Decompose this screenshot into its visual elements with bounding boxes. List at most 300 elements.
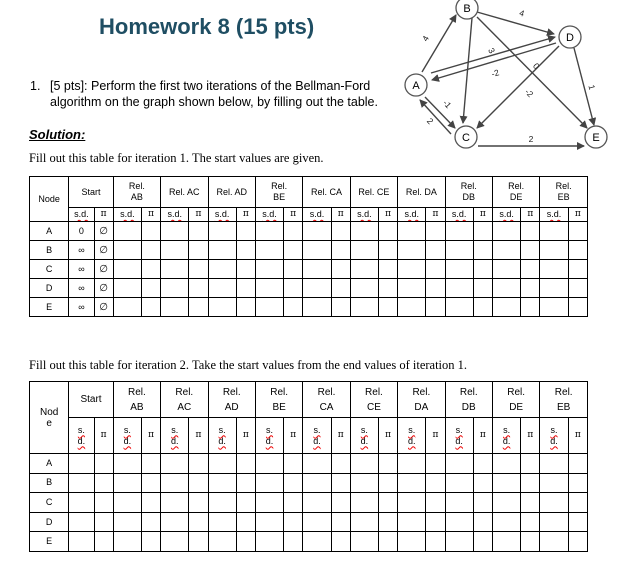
question-line-1: [5 pts]: Perform the first two iterations of the Bellman-Ford bbox=[50, 79, 371, 93]
table2-col-header-line1: Rel. bbox=[317, 386, 336, 398]
question-number: 1. bbox=[30, 79, 41, 93]
table1-empty-cell[interactable] bbox=[189, 241, 208, 260]
table2-empty-cell[interactable] bbox=[426, 454, 445, 474]
table1-empty-cell[interactable] bbox=[568, 222, 587, 241]
table2-empty-cell[interactable] bbox=[378, 532, 397, 552]
table1-empty-cell[interactable] bbox=[255, 241, 283, 260]
table2-empty-cell[interactable] bbox=[426, 512, 445, 532]
table1-empty-cell[interactable] bbox=[492, 222, 520, 241]
node-d-label: D bbox=[566, 32, 574, 44]
table2-empty-cell[interactable] bbox=[161, 454, 189, 474]
table1-pi-header: π bbox=[189, 208, 208, 222]
table2-empty-cell[interactable] bbox=[398, 512, 426, 532]
table2-empty-cell[interactable] bbox=[189, 454, 208, 474]
table2-empty-cell[interactable] bbox=[540, 454, 568, 474]
table2-empty-cell[interactable] bbox=[161, 493, 189, 513]
table1-pi-header: π bbox=[568, 208, 587, 222]
table2-empty-cell[interactable] bbox=[521, 532, 540, 552]
table1-row bbox=[30, 222, 588, 241]
table1-empty-cell[interactable] bbox=[350, 222, 378, 241]
table2-empty-cell[interactable] bbox=[94, 454, 113, 474]
weight-bc: 3 bbox=[486, 45, 498, 56]
table2-empty-cell[interactable] bbox=[445, 473, 473, 493]
table1-empty-cell[interactable] bbox=[426, 298, 445, 317]
table1-empty-cell[interactable] bbox=[540, 298, 568, 317]
table1-start-pi-cell: ∅ bbox=[94, 222, 113, 241]
table2-instruction: Fill out this table for iteration 2. Take the start values from the end values of iteration 1. bbox=[29, 358, 468, 372]
table1-empty-cell[interactable] bbox=[473, 298, 492, 317]
table1-empty-cell[interactable] bbox=[284, 260, 303, 279]
iteration-1-table bbox=[29, 176, 588, 317]
table1-col-header bbox=[113, 177, 160, 208]
table2-empty-cell[interactable] bbox=[113, 493, 141, 513]
table2-empty-cell[interactable] bbox=[141, 454, 160, 474]
table1-empty-cell[interactable] bbox=[284, 241, 303, 260]
table1-empty-cell[interactable] bbox=[398, 241, 426, 260]
table1-col-header bbox=[161, 177, 208, 208]
table1-empty-cell[interactable] bbox=[141, 298, 160, 317]
question-text bbox=[30, 78, 410, 110]
node-c-label: C bbox=[462, 132, 470, 144]
table2-empty-cell[interactable] bbox=[492, 532, 520, 552]
table2-empty-cell[interactable] bbox=[426, 532, 445, 552]
table2-empty-cell[interactable] bbox=[521, 493, 540, 513]
table2-empty-cell[interactable] bbox=[69, 532, 94, 552]
table2-empty-cell[interactable] bbox=[350, 512, 378, 532]
table1-empty-cell[interactable] bbox=[445, 241, 473, 260]
table1-empty-cell[interactable] bbox=[426, 222, 445, 241]
table2-col-header-line1: Rel. bbox=[270, 386, 289, 398]
table1-subheader-row bbox=[30, 208, 588, 222]
table2-empty-cell[interactable] bbox=[445, 512, 473, 532]
table1-empty-cell[interactable] bbox=[398, 279, 426, 298]
table2-empty-cell[interactable] bbox=[303, 532, 331, 552]
table2-empty-cell[interactable] bbox=[236, 473, 255, 493]
table1-empty-cell[interactable] bbox=[331, 222, 350, 241]
table2-col-header-line1: Rel. bbox=[128, 386, 146, 398]
table2-empty-cell[interactable] bbox=[69, 512, 94, 532]
table1-empty-cell[interactable] bbox=[113, 298, 141, 317]
table1-empty-cell[interactable] bbox=[236, 241, 255, 260]
table2-pi-header: π bbox=[284, 418, 303, 454]
table2-sd-header-top: s. bbox=[408, 424, 416, 435]
table1-empty-cell[interactable] bbox=[208, 279, 236, 298]
table2-empty-cell[interactable] bbox=[208, 454, 236, 474]
table2-empty-cell[interactable] bbox=[94, 532, 113, 552]
table2-empty-cell[interactable] bbox=[69, 473, 94, 493]
table1-empty-cell[interactable] bbox=[350, 241, 378, 260]
table2-empty-cell[interactable] bbox=[161, 512, 189, 532]
table1-empty-cell[interactable] bbox=[521, 279, 540, 298]
table1-col-header-line1: Rel. AC bbox=[169, 186, 200, 197]
table1-col-header bbox=[445, 177, 492, 208]
table2-empty-cell[interactable] bbox=[521, 512, 540, 532]
table2-empty-cell[interactable] bbox=[94, 473, 113, 493]
weight-da: -2 bbox=[490, 67, 501, 79]
table1-empty-cell[interactable] bbox=[113, 279, 141, 298]
page-title: Homework 8 (15 pts) bbox=[99, 14, 315, 39]
table2-col-header bbox=[540, 382, 588, 418]
table1-empty-cell[interactable] bbox=[492, 241, 520, 260]
table2-empty-cell[interactable] bbox=[445, 454, 473, 474]
table1-sd-header: s.d. bbox=[161, 208, 189, 222]
table1-empty-cell[interactable] bbox=[378, 279, 397, 298]
table1-empty-cell[interactable] bbox=[540, 279, 568, 298]
table2-empty-cell[interactable] bbox=[189, 512, 208, 532]
table2-empty-cell[interactable] bbox=[113, 473, 141, 493]
table1-pi-header: π bbox=[94, 208, 113, 222]
table1-empty-cell[interactable] bbox=[255, 279, 283, 298]
table2-empty-cell[interactable] bbox=[284, 532, 303, 552]
table2-empty-cell[interactable] bbox=[284, 512, 303, 532]
table1-empty-cell[interactable] bbox=[303, 241, 331, 260]
table1-empty-cell[interactable] bbox=[236, 222, 255, 241]
table2-pi-header: π bbox=[521, 418, 540, 454]
table2-empty-cell[interactable] bbox=[189, 532, 208, 552]
table2-sd-header-bottom: d. bbox=[77, 435, 86, 446]
table2-empty-cell[interactable] bbox=[378, 512, 397, 532]
table1-empty-cell[interactable] bbox=[255, 222, 283, 241]
table2-empty-cell[interactable] bbox=[378, 454, 397, 474]
table2-empty-cell[interactable] bbox=[141, 473, 160, 493]
table2-empty-cell[interactable] bbox=[473, 473, 492, 493]
table1-empty-cell[interactable] bbox=[331, 241, 350, 260]
table2-empty-cell[interactable] bbox=[492, 473, 520, 493]
table2-empty-cell[interactable] bbox=[445, 532, 473, 552]
table2-empty-cell[interactable] bbox=[208, 532, 236, 552]
table2-empty-cell[interactable] bbox=[189, 473, 208, 493]
table1-empty-cell[interactable] bbox=[492, 260, 520, 279]
table1-empty-cell[interactable] bbox=[161, 279, 189, 298]
table1-empty-cell[interactable] bbox=[445, 222, 473, 241]
table1-pi-header: π bbox=[284, 208, 303, 222]
table2-empty-cell[interactable] bbox=[350, 473, 378, 493]
table1-empty-cell[interactable] bbox=[521, 298, 540, 317]
table1-empty-cell[interactable] bbox=[236, 279, 255, 298]
table2-sd-header-bottom: d. bbox=[265, 435, 274, 446]
table1-empty-cell[interactable] bbox=[445, 298, 473, 317]
table2-node-cell: E bbox=[30, 532, 69, 552]
table2-empty-cell[interactable] bbox=[568, 473, 587, 493]
table1-empty-cell[interactable] bbox=[161, 222, 189, 241]
table2-empty-cell[interactable] bbox=[303, 512, 331, 532]
table1-empty-cell[interactable] bbox=[568, 279, 587, 298]
table2-empty-cell[interactable] bbox=[236, 532, 255, 552]
table1-pi-header: π bbox=[426, 208, 445, 222]
table1-empty-cell[interactable] bbox=[540, 260, 568, 279]
table1-start-pi-cell: ∅ bbox=[94, 241, 113, 260]
table2-empty-cell[interactable] bbox=[540, 512, 568, 532]
table2-empty-cell[interactable] bbox=[113, 512, 141, 532]
table2-empty-cell[interactable] bbox=[69, 454, 94, 474]
table2-empty-cell[interactable] bbox=[540, 532, 568, 552]
table2-col-header-line2: DA bbox=[414, 401, 429, 413]
table2-empty-cell[interactable] bbox=[540, 493, 568, 513]
weight-be: -2 bbox=[522, 86, 536, 100]
table2-pi-header: π bbox=[94, 418, 113, 454]
table2-empty-cell[interactable] bbox=[350, 493, 378, 513]
table2-pi-header: π bbox=[568, 418, 587, 454]
table1-empty-cell[interactable] bbox=[189, 298, 208, 317]
table2-empty-cell[interactable] bbox=[473, 454, 492, 474]
edge-b-d bbox=[477, 12, 554, 34]
table1-col-header-line2: EB bbox=[557, 192, 570, 202]
table2-empty-cell[interactable] bbox=[94, 512, 113, 532]
table2-row bbox=[30, 532, 588, 552]
table2-empty-cell[interactable] bbox=[331, 473, 350, 493]
table1-empty-cell[interactable] bbox=[350, 298, 378, 317]
table2-empty-cell[interactable] bbox=[568, 493, 587, 513]
table1-empty-cell[interactable] bbox=[113, 260, 141, 279]
table2-empty-cell[interactable] bbox=[473, 493, 492, 513]
table2-sd-header bbox=[492, 418, 520, 454]
table1-sd-header: s.d. bbox=[69, 208, 94, 222]
iteration-2-table bbox=[29, 381, 588, 552]
table1-empty-cell[interactable] bbox=[540, 222, 568, 241]
table2-empty-cell[interactable] bbox=[208, 473, 236, 493]
table1-empty-cell[interactable] bbox=[113, 241, 141, 260]
table1-empty-cell[interactable] bbox=[189, 222, 208, 241]
table1-empty-cell[interactable] bbox=[331, 260, 350, 279]
table1-empty-cell[interactable] bbox=[255, 260, 283, 279]
table1-start-pi-cell: ∅ bbox=[94, 260, 113, 279]
table2-empty-cell[interactable] bbox=[568, 532, 587, 552]
table1-empty-cell[interactable] bbox=[473, 241, 492, 260]
table2-col-header-line1: Rel. bbox=[554, 386, 573, 398]
table1-col-header-line2: BE bbox=[273, 192, 286, 202]
table1-empty-cell[interactable] bbox=[284, 298, 303, 317]
table2-empty-cell[interactable] bbox=[398, 532, 426, 552]
table1-empty-cell[interactable] bbox=[426, 241, 445, 260]
table1-empty-cell[interactable] bbox=[398, 298, 426, 317]
table2-empty-cell[interactable] bbox=[255, 532, 283, 552]
table1-empty-cell[interactable] bbox=[208, 222, 236, 241]
table2-node-cell: A bbox=[30, 454, 69, 474]
table2-empty-cell[interactable] bbox=[398, 493, 426, 513]
table1-empty-cell[interactable] bbox=[161, 298, 189, 317]
table2-sd-header bbox=[255, 418, 283, 454]
table2-empty-cell[interactable] bbox=[141, 532, 160, 552]
table1-empty-cell[interactable] bbox=[331, 279, 350, 298]
table1-col-header-line2: DB bbox=[462, 192, 475, 202]
table1-empty-cell[interactable] bbox=[445, 260, 473, 279]
table1-empty-cell[interactable] bbox=[540, 241, 568, 260]
table2-empty-cell[interactable] bbox=[208, 512, 236, 532]
table2-empty-cell[interactable] bbox=[492, 493, 520, 513]
table1-empty-cell[interactable] bbox=[568, 298, 587, 317]
table2-empty-cell[interactable] bbox=[113, 532, 141, 552]
table1-node-cell: B bbox=[30, 241, 69, 260]
table2-col-header bbox=[113, 382, 160, 418]
table1-empty-cell[interactable] bbox=[113, 222, 141, 241]
table1-empty-cell[interactable] bbox=[189, 279, 208, 298]
table1-empty-cell[interactable] bbox=[350, 279, 378, 298]
table1-empty-cell[interactable] bbox=[426, 260, 445, 279]
node-a-label: A bbox=[412, 80, 420, 92]
solution-label: Solution: bbox=[29, 127, 86, 142]
table1-empty-cell[interactable] bbox=[331, 298, 350, 317]
table2-col-header bbox=[445, 382, 492, 418]
table1-empty-cell[interactable] bbox=[284, 222, 303, 241]
table2-empty-cell[interactable] bbox=[378, 473, 397, 493]
table2-empty-cell[interactable] bbox=[303, 493, 331, 513]
table1-empty-cell[interactable] bbox=[255, 298, 283, 317]
table2-empty-cell[interactable] bbox=[255, 512, 283, 532]
table1-col-header-line1: Rel. bbox=[508, 181, 525, 191]
table1-node-cell: C bbox=[30, 260, 69, 279]
table1-empty-cell[interactable] bbox=[284, 279, 303, 298]
table2-empty-cell[interactable] bbox=[492, 512, 520, 532]
table2-col-header-line1: Rel. bbox=[175, 386, 194, 398]
table1-empty-cell[interactable] bbox=[208, 298, 236, 317]
table2-empty-cell[interactable] bbox=[426, 473, 445, 493]
table2-empty-cell[interactable] bbox=[69, 493, 94, 513]
table1-empty-cell[interactable] bbox=[161, 241, 189, 260]
table2-empty-cell[interactable] bbox=[284, 473, 303, 493]
table2-empty-cell[interactable] bbox=[208, 493, 236, 513]
table2-empty-cell[interactable] bbox=[398, 454, 426, 474]
table2-empty-cell[interactable] bbox=[236, 493, 255, 513]
table1-empty-cell[interactable] bbox=[473, 260, 492, 279]
table1-empty-cell[interactable] bbox=[398, 260, 426, 279]
table1-empty-cell[interactable] bbox=[473, 279, 492, 298]
table1-empty-cell[interactable] bbox=[141, 241, 160, 260]
table2-empty-cell[interactable] bbox=[350, 532, 378, 552]
weight-dc: 0 bbox=[530, 61, 542, 72]
table2-empty-cell[interactable] bbox=[113, 454, 141, 474]
table2-empty-cell[interactable] bbox=[141, 512, 160, 532]
table2-empty-cell[interactable] bbox=[303, 454, 331, 474]
table2-empty-cell[interactable] bbox=[94, 493, 113, 513]
table1-empty-cell[interactable] bbox=[141, 279, 160, 298]
table2-sd-header bbox=[113, 418, 141, 454]
table2-sd-header bbox=[161, 418, 189, 454]
table1-empty-cell[interactable] bbox=[303, 222, 331, 241]
table2-col-header-line2: AB bbox=[130, 401, 144, 413]
table1-empty-cell[interactable] bbox=[303, 279, 331, 298]
table2-empty-cell[interactable] bbox=[350, 454, 378, 474]
table2-empty-cell[interactable] bbox=[473, 532, 492, 552]
table1-row bbox=[30, 279, 588, 298]
table1-start-header: Start bbox=[69, 177, 113, 208]
table2-subheader-row bbox=[30, 418, 588, 454]
table2-empty-cell[interactable] bbox=[426, 493, 445, 513]
table2-empty-cell[interactable] bbox=[161, 532, 189, 552]
table2-sd-header-top: s. bbox=[313, 424, 321, 435]
table1-empty-cell[interactable] bbox=[521, 222, 540, 241]
table2-empty-cell[interactable] bbox=[445, 493, 473, 513]
table2-node-cell: D bbox=[30, 512, 69, 532]
table1-empty-cell[interactable] bbox=[398, 222, 426, 241]
table1-empty-cell[interactable] bbox=[473, 222, 492, 241]
table1-empty-cell[interactable] bbox=[141, 260, 160, 279]
table1-empty-cell[interactable] bbox=[568, 260, 587, 279]
table1-pi-header: π bbox=[141, 208, 160, 222]
table1-empty-cell[interactable] bbox=[378, 260, 397, 279]
table1-col-header-line1: Rel. bbox=[271, 181, 288, 191]
table1-empty-cell[interactable] bbox=[378, 298, 397, 317]
table2-empty-cell[interactable] bbox=[284, 493, 303, 513]
table1-empty-cell[interactable] bbox=[492, 279, 520, 298]
table1-empty-cell[interactable] bbox=[378, 222, 397, 241]
table2-empty-cell[interactable] bbox=[255, 454, 283, 474]
table2-empty-cell[interactable] bbox=[331, 493, 350, 513]
table2-empty-cell[interactable] bbox=[303, 473, 331, 493]
table2-empty-cell[interactable] bbox=[473, 512, 492, 532]
table2-sd-header-bottom: d. bbox=[313, 435, 321, 446]
table2-sd-header bbox=[350, 418, 378, 454]
table1-empty-cell[interactable] bbox=[236, 260, 255, 279]
table1-empty-cell[interactable] bbox=[378, 241, 397, 260]
table2-row bbox=[30, 512, 588, 532]
table2-empty-cell[interactable] bbox=[255, 473, 283, 493]
table2-empty-cell[interactable] bbox=[331, 512, 350, 532]
table1-empty-cell[interactable] bbox=[141, 222, 160, 241]
table2-col-header-line2: DE bbox=[509, 401, 524, 413]
table1-empty-cell[interactable] bbox=[445, 279, 473, 298]
table2-empty-cell[interactable] bbox=[331, 532, 350, 552]
table1-empty-cell[interactable] bbox=[303, 260, 331, 279]
table2-empty-cell[interactable] bbox=[568, 512, 587, 532]
table2-node-cell: C bbox=[30, 493, 69, 513]
table1-empty-cell[interactable] bbox=[492, 298, 520, 317]
table1-empty-cell[interactable] bbox=[521, 241, 540, 260]
table2-empty-cell[interactable] bbox=[492, 454, 520, 474]
table1-empty-cell[interactable] bbox=[161, 260, 189, 279]
table1-empty-cell[interactable] bbox=[521, 260, 540, 279]
table2-empty-cell[interactable] bbox=[540, 473, 568, 493]
table1-empty-cell[interactable] bbox=[350, 260, 378, 279]
table1-empty-cell[interactable] bbox=[208, 241, 236, 260]
table1-node-header: Node bbox=[30, 177, 69, 222]
table1-col-header bbox=[398, 177, 445, 208]
table2-empty-cell[interactable] bbox=[398, 473, 426, 493]
table1-empty-cell[interactable] bbox=[208, 260, 236, 279]
table2-empty-cell[interactable] bbox=[568, 454, 587, 474]
table1-pi-header: π bbox=[521, 208, 540, 222]
table2-empty-cell[interactable] bbox=[189, 493, 208, 513]
table1-empty-cell[interactable] bbox=[426, 279, 445, 298]
table2-col-header-line2: EB bbox=[557, 401, 571, 413]
table1-col-header-line1: Rel. bbox=[555, 181, 572, 191]
table2-sd-header bbox=[398, 418, 426, 454]
table1-col-header bbox=[303, 177, 350, 208]
table1-col-header-line1: Rel. CE bbox=[358, 186, 390, 197]
table2-empty-cell[interactable] bbox=[378, 493, 397, 513]
table2-empty-cell[interactable] bbox=[141, 493, 160, 513]
table1-empty-cell[interactable] bbox=[189, 260, 208, 279]
table1-empty-cell[interactable] bbox=[303, 298, 331, 317]
table2-empty-cell[interactable] bbox=[255, 493, 283, 513]
weight-ce: 2 bbox=[528, 134, 534, 144]
table1-empty-cell[interactable] bbox=[236, 298, 255, 317]
table2-empty-cell[interactable] bbox=[236, 454, 255, 474]
table1-pi-header: π bbox=[378, 208, 397, 222]
table2-empty-cell[interactable] bbox=[521, 473, 540, 493]
table2-empty-cell[interactable] bbox=[161, 473, 189, 493]
table1-row bbox=[30, 241, 588, 260]
table1-col-header-line1: Rel. DA bbox=[405, 186, 437, 197]
table1-header-row bbox=[30, 177, 588, 208]
table2-empty-cell[interactable] bbox=[521, 454, 540, 474]
table2-empty-cell[interactable] bbox=[331, 454, 350, 474]
table1-node-cell: D bbox=[30, 279, 69, 298]
table2-empty-cell[interactable] bbox=[284, 454, 303, 474]
table2-row bbox=[30, 493, 588, 513]
table2-empty-cell[interactable] bbox=[236, 512, 255, 532]
table1-empty-cell[interactable] bbox=[568, 241, 587, 260]
table2-sd-header-top: s. bbox=[218, 424, 226, 435]
